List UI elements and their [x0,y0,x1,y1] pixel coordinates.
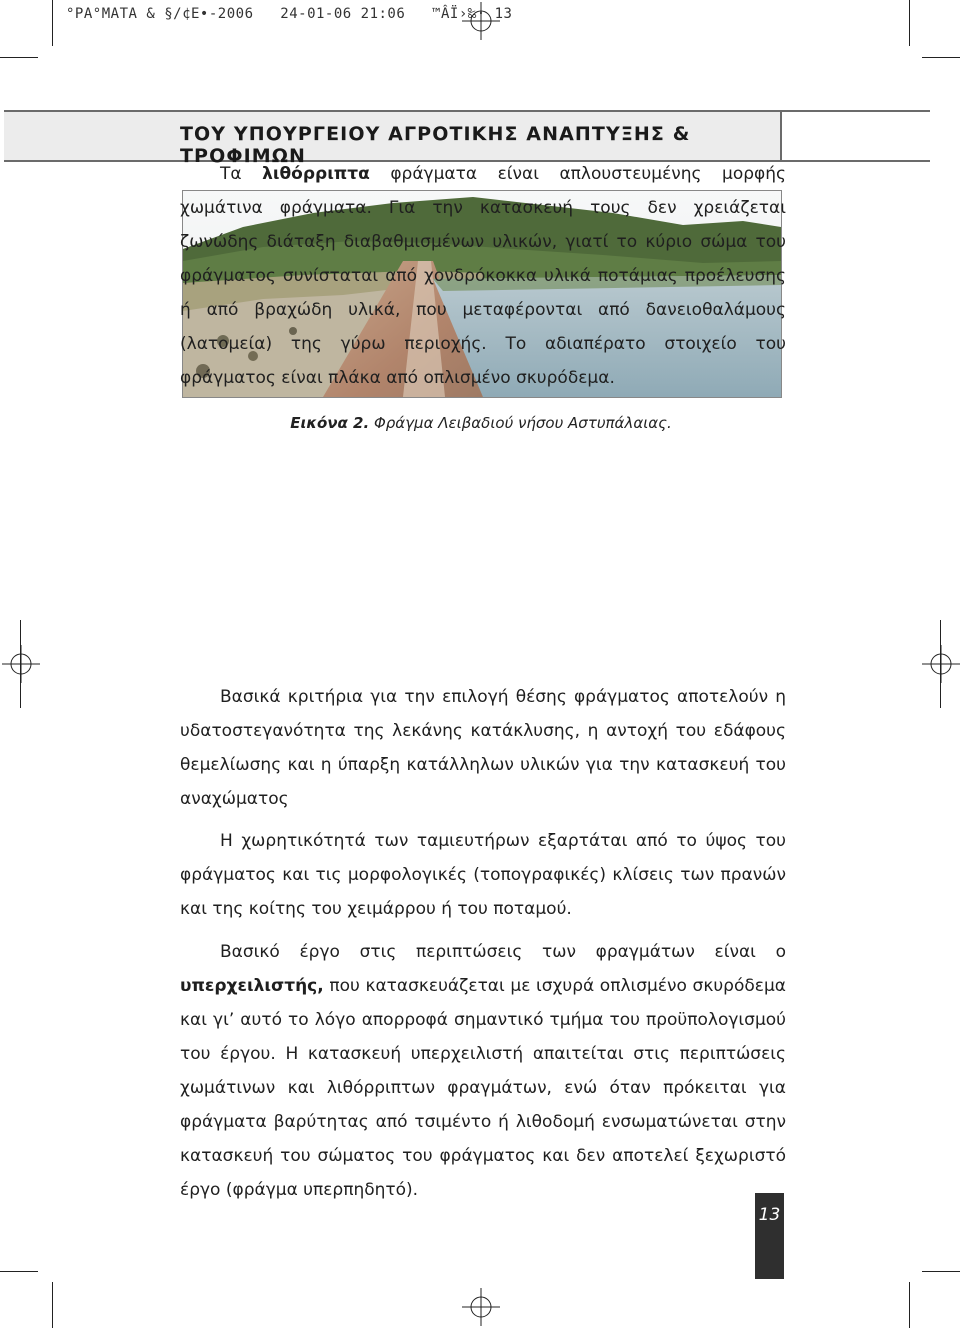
figure-caption-text: Φράγμα Λειβαδιού νήσου Αστυπάλαιας. [373,414,672,432]
paragraph-text: Βασικό έργο στις περιπτώσεις των φραγμάτων είναι ο [220,942,786,962]
body-paragraph [180,157,786,395]
figure-caption [182,414,780,432]
crop-mark [922,57,960,58]
crop-mark [52,1282,53,1328]
paragraph-bold-term: υπερχειλιστής, [180,976,324,996]
body-paragraph [180,680,786,816]
paragraph-text: Τα [220,164,263,184]
crop-mark [52,0,53,46]
page-header-title: ΤΟΥ ΥΠΟΥΡΓΕΙΟΥ ΑΓΡΟΤΙΚΗΣ ΑΝΑΠΤΥΞΗΣ & ΤΡΟΦΙΜΩΝ [180,123,691,167]
crop-mark [909,1282,910,1328]
registration-mark-icon [2,645,40,683]
print-slug: °PA°MATA & §/¢E•-2006 24-01-06 21:06 ™ÂÏ›‰· 13 [66,6,513,22]
crop-mark [922,1271,960,1272]
paragraph-text: που κατασκευάζεται με ισχυρά οπλισμένο σκυρόδεμα και γι’ αυτό το λόγο απορροφά σημαντικό τμήμα του προϋπολογισμού του έργου. Η κατασκευή υπερχειλιστή απαιτείται στις περιπτώσεις χωμάτινων και λιθόρριπτων φραγμάτων, ενώ όταν πρόκειται για φράγματα βαρύτητας από τσιμέντο ή λιθοδομή ενσωματώνεται στην κατασκευή του σώματος του φράγματος και δεν αποτελεί ξεχωριστό έργο (φράγμα υπερπηδητό). [180,976,786,1200]
body-paragraph [180,824,786,926]
registration-mark-icon [922,645,960,683]
crop-mark [909,0,910,46]
registration-mark-icon [462,1288,500,1326]
paragraph-text: φράγματα είναι απλουστευμένης μορφής χωμάτινα φράγματα. Για την κατασκευή τους δεν χρειάζεται ζωνώδης διάταξη διαβαθμισμένων υλικών, γιατί το κύριο σώμα του φράγματος συνίσταται από χονδρόκοκκα υλικά ποτάμιας προέλευσης ή από βραχώδη υλικά, που μεταφέρονται από δανειοθαλάμους (λατομεία) της γύρω περιοχής. Το αδιαπέρατο στοιχείο του φράγματος είναι πλάκα από οπλισμένο σκυρόδεμα. [180,164,786,388]
page-number: 13 [758,1205,781,1225]
registration-mark-icon [462,2,500,40]
crop-mark [0,57,38,58]
body-paragraph [180,935,786,1207]
header-band-edge [780,112,930,160]
figure-caption-label: Εικόνα 2. [290,414,370,432]
crop-mark [0,1271,38,1272]
crop-mark [20,620,21,708]
paragraph-bold-term: λιθόρριπτα [262,164,370,184]
crop-mark [940,620,941,708]
paragraph-text: Βασικά κριτήρια για την επιλογή θέσης φράγματος αποτελούν η υδατοστεγανότητα της λεκάνης κατάκλυσης, η αντοχή του εδάφους θεμελίωσης και η ύπαρξη κατάλληλων υλικών για την κατασκευή του αναχώματος [180,687,786,809]
paragraph-text: Η χωρητικότητά των ταμιευτήρων εξαρτάται από το ύψος του φράγματος και τις μορφολογικές (τοπογραφικές) κλίσεις των πρανών και της κοίτης του χειμάρρου ή του ποταμού. [180,831,786,919]
